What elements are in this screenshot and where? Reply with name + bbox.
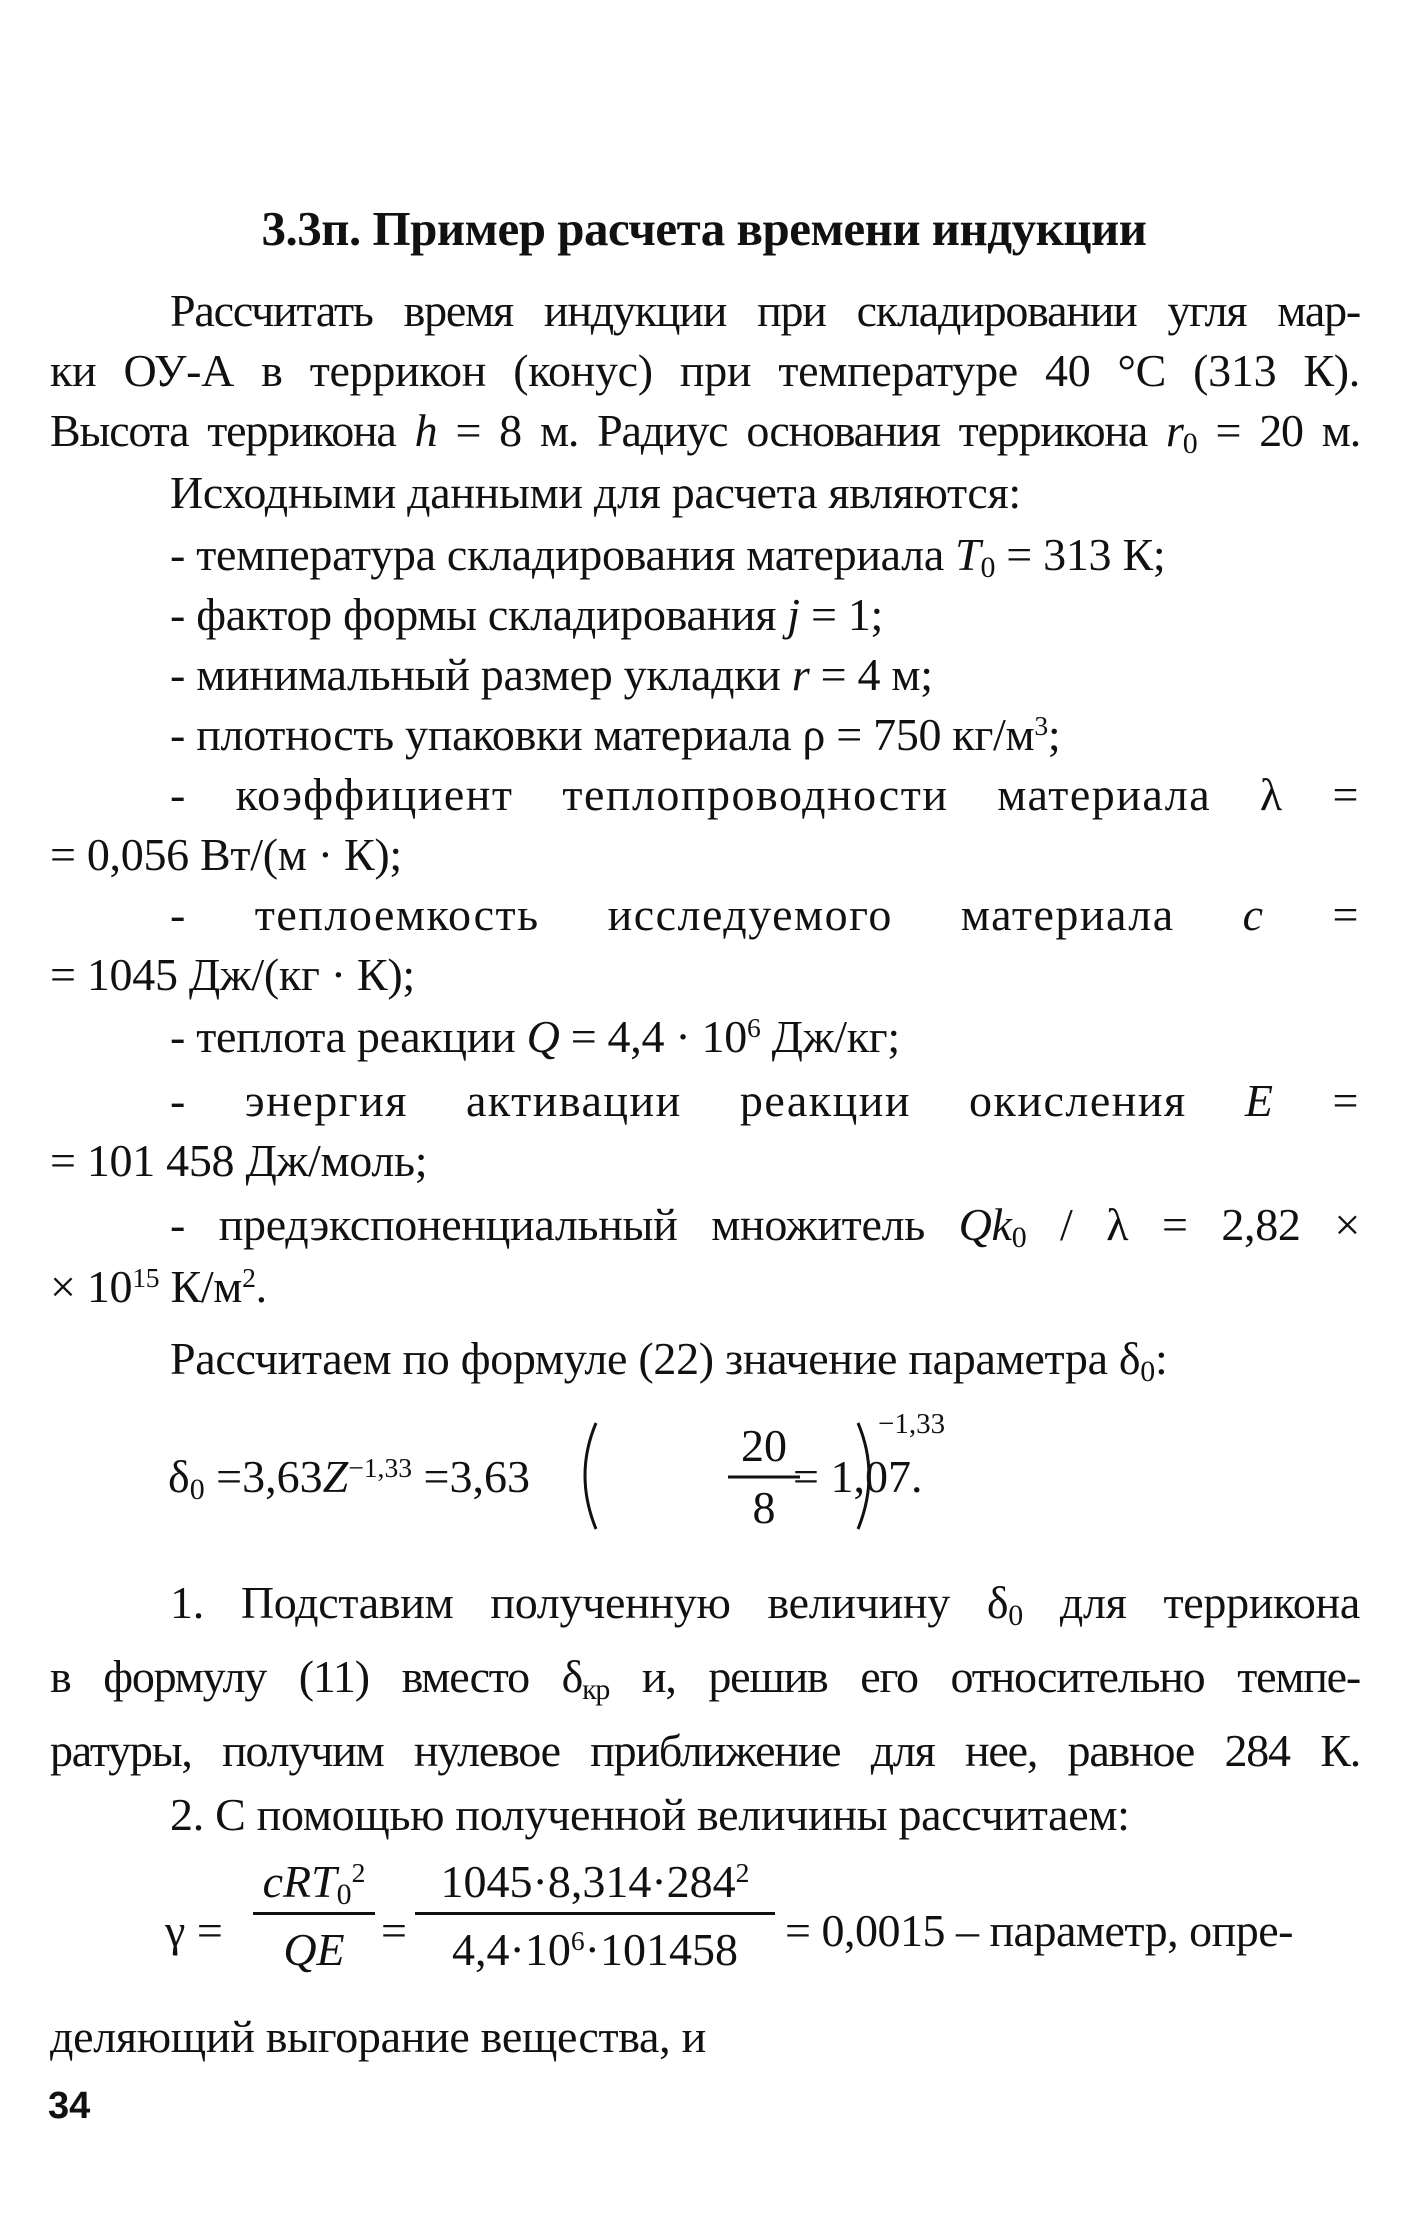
param-conductivity-line-2: = 0,056 Вт/(м · К); <box>50 829 402 880</box>
param-activation-energy-line-1: - энергия активации реакции окисления E = <box>170 1075 1360 1126</box>
param-activation-energy-line-2: = 101 458 Дж/моль; <box>50 1135 428 1186</box>
param-form-factor: - фактор формы складирования j = 1; <box>170 589 884 640</box>
step1-line-2: в формулу (11) вместо $\delta_{кр}$ и, решив его относительно темпе- <box>50 1651 1360 1707</box>
gamma-fraction-1: cRT$_0^2$ QE <box>253 1852 375 1981</box>
gamma-result: = 0,0015 – параметр, опре- <box>785 1905 1293 1956</box>
delta0-formula: $\delta_0 =3,63Z^{-1,33} =3,63$ 20 8 −1,33 = 1,07. <box>168 1405 968 1545</box>
param-min-size: - минимальный размер укладки r = 4 м; <box>170 649 933 700</box>
fraction-numerator: 20 <box>741 1420 787 1471</box>
param-preexponential-line-1: - предэкспоненциальный множитель $Qk_0 / \lambda = 2,82$ × <box>170 1199 1360 1255</box>
param-heat-capacity-line-2: = 1045 Дж/(кг · К); <box>50 949 415 1000</box>
gamma-fraction-2: $1045\cdot 8,314\cdot 284^2$ $4,4\cdot 10^6\cdot 101458$ <box>415 1852 775 1981</box>
param-heat-capacity-line-1: - теплоемкость исследуемого материала c = <box>170 889 1360 940</box>
intro-line-1: Рассчитать время индукции при складировании угля мар- <box>170 285 1360 336</box>
param-density: - плотность упаковки материала ρ = 750 $кг/м^3$; <box>170 709 1061 760</box>
fraction-exponent: −1,33 <box>878 1408 946 1440</box>
calc-intro-line: Рассчитаем по формуле (22) значение параметра $\delta_0$: <box>170 1333 1168 1389</box>
delta0-result: = 1,07. <box>793 1451 923 1502</box>
page-number: 34 <box>48 2085 91 2127</box>
step2-line-1: 2. С помощью полученной величины рассчитаем: <box>170 1789 1130 1840</box>
param-conductivity-line-1: - коэффициент теплопроводности материала λ = <box>170 769 1360 820</box>
step1-line-3: ратуры, получим нулевое приближение для нее, равное 284 К. <box>50 1725 1360 1776</box>
step1-line-1: 1. Подставим полученную величину $\delta_0$ для террикона <box>170 1577 1360 1633</box>
fraction-denominator: 8 <box>752 1482 776 1533</box>
section-title: 3.3п. Пример расчета времени индукции <box>261 201 1147 256</box>
param-temperature: - температура складирования материала $T_0 = 313$ К; <box>170 529 1166 585</box>
intro-line-3: Высота террикона h = 8 м. Радиус основания террикона $r_0 = 20$ м. <box>50 405 1361 461</box>
intro-line-2: ки ОУ-А в террикон (конус) при температуре 40 °С (313 К). <box>50 345 1360 396</box>
lead-line: Исходными данными для расчета являются: <box>170 467 1021 518</box>
gamma-formula: γ = cRT$_0^2$ QE = $1045\cdot 8,314\cdot 284^2$ $4,4\cdot 10^6\cdot 101458$ = 0,0015 – параметр, опре- <box>165 1852 1365 2002</box>
param-reaction-heat: - теплота реакции $Q = 4,4 \cdot 10^6$ Дж/кг; <box>170 1011 900 1062</box>
param-preexponential-line-2: × $10^{15}$ $К/м^2$. <box>50 1261 267 1312</box>
last-line: деляющий выгорание вещества, и <box>50 2011 706 2062</box>
